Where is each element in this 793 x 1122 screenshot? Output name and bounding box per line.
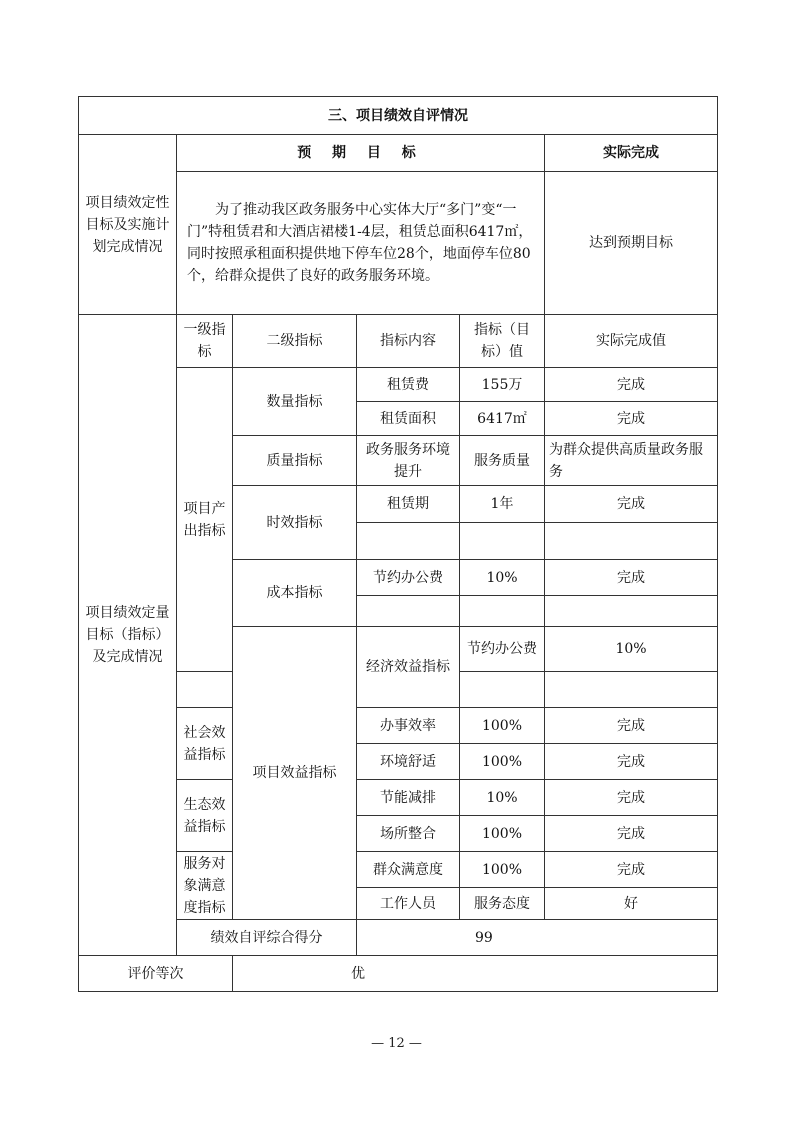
actual-completion-header: 实际完成 — [545, 135, 718, 172]
cell-content: 办事效率 — [357, 708, 460, 744]
empty-cell — [545, 596, 718, 627]
cell-value: 155万 — [460, 368, 545, 402]
expected-goal-header: 预 期 目 标 — [177, 135, 545, 172]
cell-actual: 完成 — [545, 816, 718, 852]
cell-content: 节约办公费 — [460, 627, 545, 672]
qualitative-row-label: 项目绩效定性目标及实施计划完成情况 — [79, 135, 177, 315]
cell-actual: 完成 — [545, 402, 718, 436]
quantitative-row-label: 项目绩效定量目标（指标）及完成情况 — [79, 315, 177, 956]
page-number: — 12 — — [371, 1036, 422, 1051]
header-level2: 二级指标 — [233, 315, 357, 368]
satisfaction-indicator-label: 服务对象满意度指标 — [177, 852, 233, 920]
cell-actual: 完成 — [545, 780, 718, 816]
cell-actual: 为群众提供高质量政务服务 — [545, 436, 718, 486]
overall-score-label: 绩效自评综合得分 — [177, 920, 357, 956]
overall-score-value: 99 — [357, 920, 718, 956]
empty-cell — [177, 672, 233, 708]
cell-value: 10% — [545, 627, 718, 672]
empty-cell — [545, 523, 718, 560]
economic-indicator-label: 经济效益指标 — [357, 627, 460, 708]
empty-cell — [357, 596, 460, 627]
cell-value: 服务质量 — [460, 436, 545, 486]
cell-value: 100% — [460, 708, 545, 744]
cell-content: 政务服务环境提升 — [357, 436, 460, 486]
header-actual: 实际完成值 — [545, 315, 718, 368]
cell-content: 群众满意度 — [357, 852, 460, 888]
empty-cell — [460, 523, 545, 560]
cell-actual: 完成 — [545, 852, 718, 888]
cell-actual: 好 — [545, 888, 718, 920]
cell-actual: 完成 — [545, 486, 718, 523]
actual-completion-text: 达到预期目标 — [545, 172, 718, 315]
performance-self-evaluation-table — [78, 96, 718, 992]
cell-value: 10% — [460, 560, 545, 596]
grade-label: 评价等次 — [79, 956, 233, 992]
empty-cell — [460, 672, 545, 708]
cell-content: 节约办公费 — [357, 560, 460, 596]
section-title: 三、项目绩效自评情况 — [79, 97, 718, 135]
header-value: 指标（目标）值 — [460, 315, 545, 368]
empty-cell — [357, 523, 460, 560]
cell-content: 租赁费 — [357, 368, 460, 402]
cost-indicator-label: 成本指标 — [233, 560, 357, 627]
expected-goal-paragraph: 为了推动我区政务服务中心实体大厅“多门”变“一门”特租赁君和大酒店裙楼1-4层，租赁总面积6417㎡，同时按照承租面积提供地下停车位28个，地面停车位80个，给群众提供了良好的政务服务环境。 — [187, 202, 533, 284]
cell-value: 100% — [460, 852, 545, 888]
cell-content: 工作人员 — [357, 888, 460, 920]
cell-value: 服务态度 — [460, 888, 545, 920]
cell-value: 1年 — [460, 486, 545, 523]
header-content: 指标内容 — [357, 315, 460, 368]
quantity-indicator-label: 数量指标 — [233, 368, 357, 436]
cell-value: 10% — [460, 780, 545, 816]
social-indicator-label: 社会效益指标 — [177, 708, 233, 780]
cell-value: 6417㎡ — [460, 402, 545, 436]
cell-content: 场所整合 — [357, 816, 460, 852]
expected-goal-text — [177, 172, 545, 315]
grade-value: 优 — [233, 956, 718, 992]
cell-actual: 完成 — [545, 560, 718, 596]
cell-content: 环境舒适 — [357, 744, 460, 780]
empty-cell — [545, 672, 718, 708]
benefit-indicator-label: 项目效益指标 — [233, 627, 357, 920]
cell-content: 租赁期 — [357, 486, 460, 523]
output-indicator-label: 项目产出指标 — [177, 368, 233, 672]
ecological-indicator-label: 生态效益指标 — [177, 780, 233, 852]
performance-table-wrapper — [78, 96, 717, 992]
cell-actual: 完成 — [545, 708, 718, 744]
header-level1: 一级指标 — [177, 315, 233, 368]
cell-content: 节能减排 — [357, 780, 460, 816]
cell-actual: 完成 — [545, 744, 718, 780]
timeliness-indicator-label: 时效指标 — [233, 486, 357, 560]
quality-indicator-label: 质量指标 — [233, 436, 357, 486]
cell-value: 100% — [460, 744, 545, 780]
cell-content: 租赁面积 — [357, 402, 460, 436]
empty-cell — [460, 596, 545, 627]
cell-value: 100% — [460, 816, 545, 852]
cell-actual: 完成 — [545, 368, 718, 402]
